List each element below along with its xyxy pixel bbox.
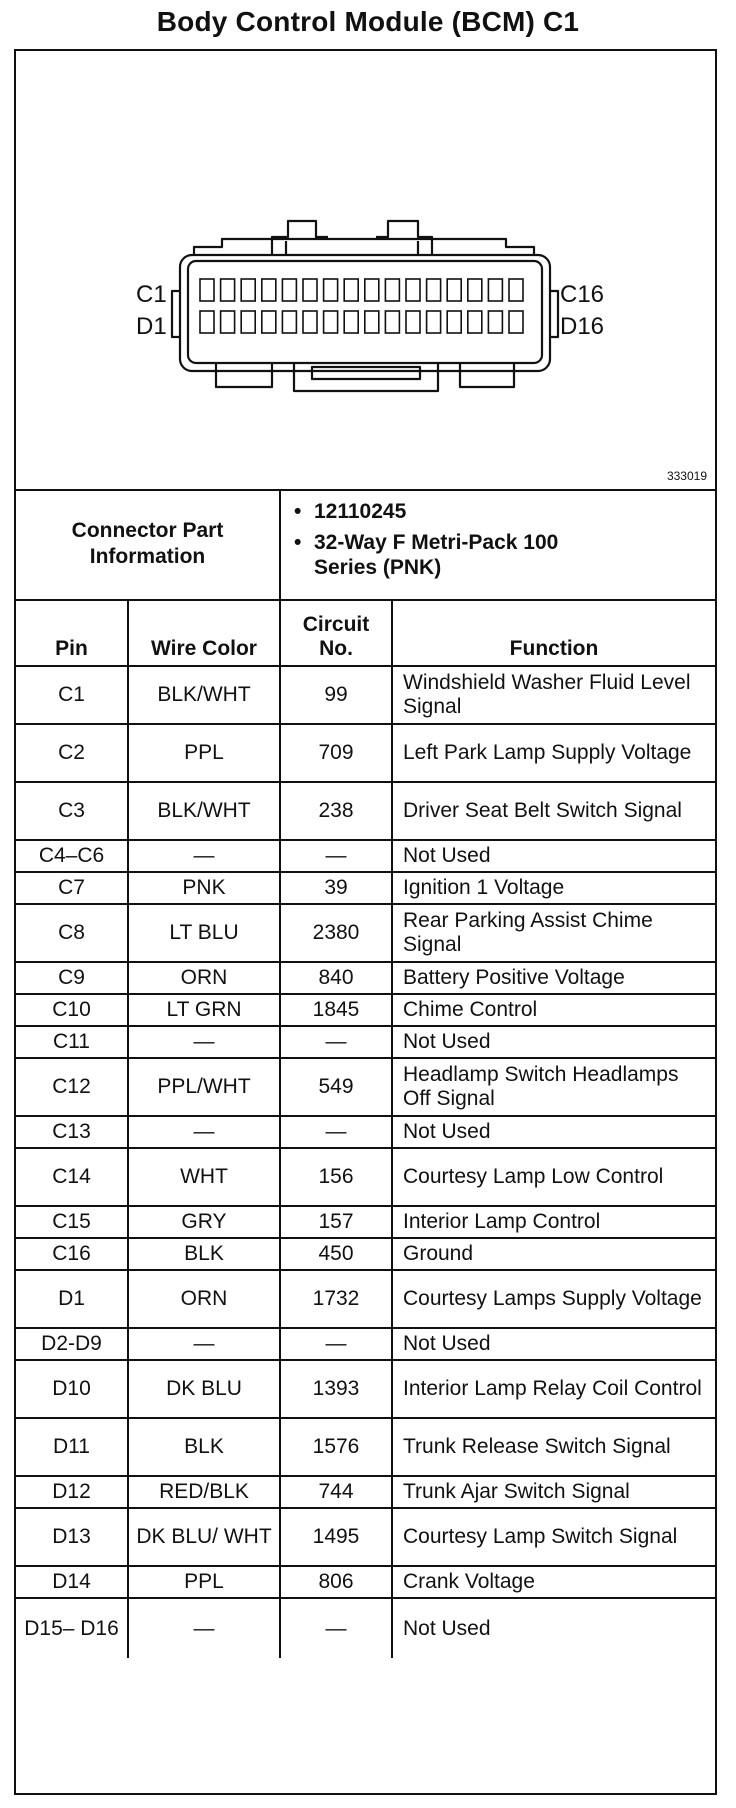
connector-part-info-label: Connector Part Information	[16, 489, 281, 599]
connector-part-info-list	[292, 499, 614, 586]
cell-function: Not Used	[392, 1026, 715, 1058]
table-row	[16, 1418, 715, 1476]
cell-circuit-no: 1576	[280, 1418, 392, 1476]
cell-wire-color: —	[128, 1026, 280, 1058]
connector-cavity	[324, 311, 338, 333]
cell-function: Courtesy Lamps Supply Voltage	[392, 1270, 715, 1328]
connector-cavity	[406, 279, 420, 301]
cell-pin: C7	[16, 872, 128, 904]
cell-circuit-no: —	[280, 840, 392, 872]
cell-function: Trunk Release Switch Signal	[392, 1418, 715, 1476]
table-row	[16, 1566, 715, 1598]
cell-circuit-no: 1393	[280, 1360, 392, 1418]
cell-pin: C9	[16, 962, 128, 994]
table-row	[16, 1116, 715, 1148]
table-row	[16, 904, 715, 962]
cell-wire-color: —	[128, 1598, 280, 1658]
cell-circuit-no: 2380	[280, 904, 392, 962]
cell-wire-color: GRY	[128, 1206, 280, 1238]
cell-circuit-no: 840	[280, 962, 392, 994]
cell-circuit-no: 709	[280, 724, 392, 782]
table-row	[16, 1206, 715, 1238]
cell-wire-color: WHT	[128, 1148, 280, 1206]
cell-function: Ignition 1 Voltage	[392, 872, 715, 904]
cell-pin: C2	[16, 724, 128, 782]
table-row	[16, 1476, 715, 1508]
connector-cavity	[468, 279, 482, 301]
figure-id: 333019	[666, 469, 707, 483]
table-row	[16, 1598, 715, 1658]
cell-function: Headlamp Switch Headlamps Off Signal	[392, 1058, 715, 1116]
connector-cavity	[509, 279, 523, 301]
connector-sheet	[14, 49, 717, 1795]
connector-cavity	[488, 279, 502, 301]
cell-wire-color: DK BLU/ WHT	[128, 1508, 280, 1566]
connector-type: • 32-Way F Metri-Pack 100 Series (PNK)	[292, 530, 614, 580]
cell-pin: C13	[16, 1116, 128, 1148]
cell-circuit-no: 806	[280, 1566, 392, 1598]
cell-wire-color: BLK	[128, 1238, 280, 1270]
table-row	[16, 1360, 715, 1418]
connector-cavity	[303, 279, 317, 301]
cell-wire-color: ORN	[128, 1270, 280, 1328]
connector-cavity	[468, 311, 482, 333]
cell-function: Not Used	[392, 1598, 715, 1658]
cell-function: Rear Parking Assist Chime Signal	[392, 904, 715, 962]
connector-cavity	[385, 311, 399, 333]
cell-wire-color: PPL	[128, 724, 280, 782]
connector-cavity	[303, 311, 317, 333]
connector-cavity	[406, 311, 420, 333]
connector-cavity	[262, 279, 276, 301]
cell-circuit-no: —	[280, 1026, 392, 1058]
cell-circuit-no: 549	[280, 1058, 392, 1116]
connector-cavity	[241, 311, 255, 333]
cell-pin: D10	[16, 1360, 128, 1418]
header-pin: Pin	[16, 599, 128, 666]
header-function: Function	[392, 599, 715, 666]
cell-pin: C15	[16, 1206, 128, 1238]
cell-circuit-no: 1845	[280, 994, 392, 1026]
connector-cavity	[427, 279, 441, 301]
cell-wire-color: PPL/WHT	[128, 1058, 280, 1116]
cell-function: Left Park Lamp Supply Voltage	[392, 724, 715, 782]
table-row	[16, 962, 715, 994]
page-title: Body Control Module (BCM) C1	[156, 6, 580, 37]
cell-wire-color: LT BLU	[128, 904, 280, 962]
table-row	[16, 1270, 715, 1328]
cell-pin: D1	[16, 1270, 128, 1328]
table-row	[16, 840, 715, 872]
connector-cavity	[488, 311, 502, 333]
connector-cavity	[241, 279, 255, 301]
table-row	[16, 1026, 715, 1058]
cell-pin: C16	[16, 1238, 128, 1270]
cell-circuit-no: 1495	[280, 1508, 392, 1566]
cell-circuit-no: 156	[280, 1148, 392, 1206]
cell-function: Battery Positive Voltage	[392, 962, 715, 994]
connector-cavity	[344, 279, 358, 301]
connector-cavity	[221, 311, 235, 333]
cell-function: Ground	[392, 1238, 715, 1270]
cell-pin: C14	[16, 1148, 128, 1206]
cell-wire-color: PNK	[128, 872, 280, 904]
cell-pin: C11	[16, 1026, 128, 1058]
connector-cavity	[509, 311, 523, 333]
cell-wire-color: PPL	[128, 1566, 280, 1598]
table-row	[16, 994, 715, 1026]
cell-pin: D12	[16, 1476, 128, 1508]
cell-circuit-no: 450	[280, 1238, 392, 1270]
cell-wire-color: DK BLU	[128, 1360, 280, 1418]
cell-circuit-no: —	[280, 1598, 392, 1658]
cell-pin: C8	[16, 904, 128, 962]
header-wire-color: Wire Color	[128, 599, 280, 666]
cell-circuit-no: 39	[280, 872, 392, 904]
cell-function: Not Used	[392, 1116, 715, 1148]
cell-wire-color: BLK	[128, 1418, 280, 1476]
header-circuit-no: Circuit No.	[280, 599, 392, 666]
connector-diagram	[16, 51, 715, 491]
cell-pin: D11	[16, 1418, 128, 1476]
cell-circuit-no: 1732	[280, 1270, 392, 1328]
table-header-row	[16, 599, 715, 666]
cell-wire-color: ORN	[128, 962, 280, 994]
cell-pin: C1	[16, 666, 128, 724]
cell-pin: C12	[16, 1058, 128, 1116]
table-row	[16, 1328, 715, 1360]
cell-function: Not Used	[392, 1328, 715, 1360]
cell-wire-color: LT GRN	[128, 994, 280, 1026]
cell-pin: D13	[16, 1508, 128, 1566]
connector-cavity	[200, 311, 214, 333]
cell-circuit-no: 99	[280, 666, 392, 724]
connector-cavity	[282, 279, 296, 301]
cell-pin: D15– D16	[16, 1598, 128, 1658]
connector-cavity	[427, 311, 441, 333]
part-number: • 12110245	[292, 499, 614, 524]
cell-function: Driver Seat Belt Switch Signal	[392, 782, 715, 840]
connector-part-info	[16, 489, 715, 601]
label-c16: C16	[560, 281, 605, 308]
cell-circuit-no: 238	[280, 782, 392, 840]
connector-cavity	[447, 311, 461, 333]
cell-function: Trunk Ajar Switch Signal	[392, 1476, 715, 1508]
table-row	[16, 1058, 715, 1116]
cell-function: Interior Lamp Control	[392, 1206, 715, 1238]
cell-function: Courtesy Lamp Low Control	[392, 1148, 715, 1206]
cell-wire-color: —	[128, 840, 280, 872]
cell-circuit-no: 157	[280, 1206, 392, 1238]
pinout-table	[16, 599, 715, 1658]
connector-cavity	[262, 311, 276, 333]
cell-function: Windshield Washer Fluid Level Signal	[392, 666, 715, 724]
connector-cavity	[385, 279, 399, 301]
table-row	[16, 724, 715, 782]
table-row	[16, 872, 715, 904]
cell-function: Interior Lamp Relay Coil Control	[392, 1360, 715, 1418]
label-d1: D1	[136, 313, 167, 340]
connector-cavity	[365, 279, 379, 301]
cell-pin: D14	[16, 1566, 128, 1598]
cell-function: Chime Control	[392, 994, 715, 1026]
connector-cavity	[282, 311, 296, 333]
cell-pin: C4–C6	[16, 840, 128, 872]
cell-function: Crank Voltage	[392, 1566, 715, 1598]
table-row	[16, 1148, 715, 1206]
cell-pin: C10	[16, 994, 128, 1026]
connector-cavity	[324, 279, 338, 301]
cell-circuit-no: —	[280, 1328, 392, 1360]
cell-circuit-no: —	[280, 1116, 392, 1148]
cell-function: Not Used	[392, 840, 715, 872]
label-c1: C1	[136, 281, 167, 308]
cell-circuit-no: 744	[280, 1476, 392, 1508]
connector-cavity	[365, 311, 379, 333]
connector-cavity	[447, 279, 461, 301]
cell-pin: D2-D9	[16, 1328, 128, 1360]
connector-cavity	[344, 311, 358, 333]
cell-wire-color: RED/BLK	[128, 1476, 280, 1508]
cell-wire-color: —	[128, 1328, 280, 1360]
connector-cavity	[221, 279, 235, 301]
connector-cavity	[200, 279, 214, 301]
table-row	[16, 1238, 715, 1270]
cell-wire-color: BLK/WHT	[128, 782, 280, 840]
connector-drawing	[16, 51, 715, 487]
table-row	[16, 666, 715, 724]
table-row	[16, 782, 715, 840]
cell-pin: C3	[16, 782, 128, 840]
cell-wire-color: BLK/WHT	[128, 666, 280, 724]
table-row	[16, 1508, 715, 1566]
cell-function: Courtesy Lamp Switch Signal	[392, 1508, 715, 1566]
label-d16: D16	[560, 313, 605, 340]
cell-wire-color: —	[128, 1116, 280, 1148]
